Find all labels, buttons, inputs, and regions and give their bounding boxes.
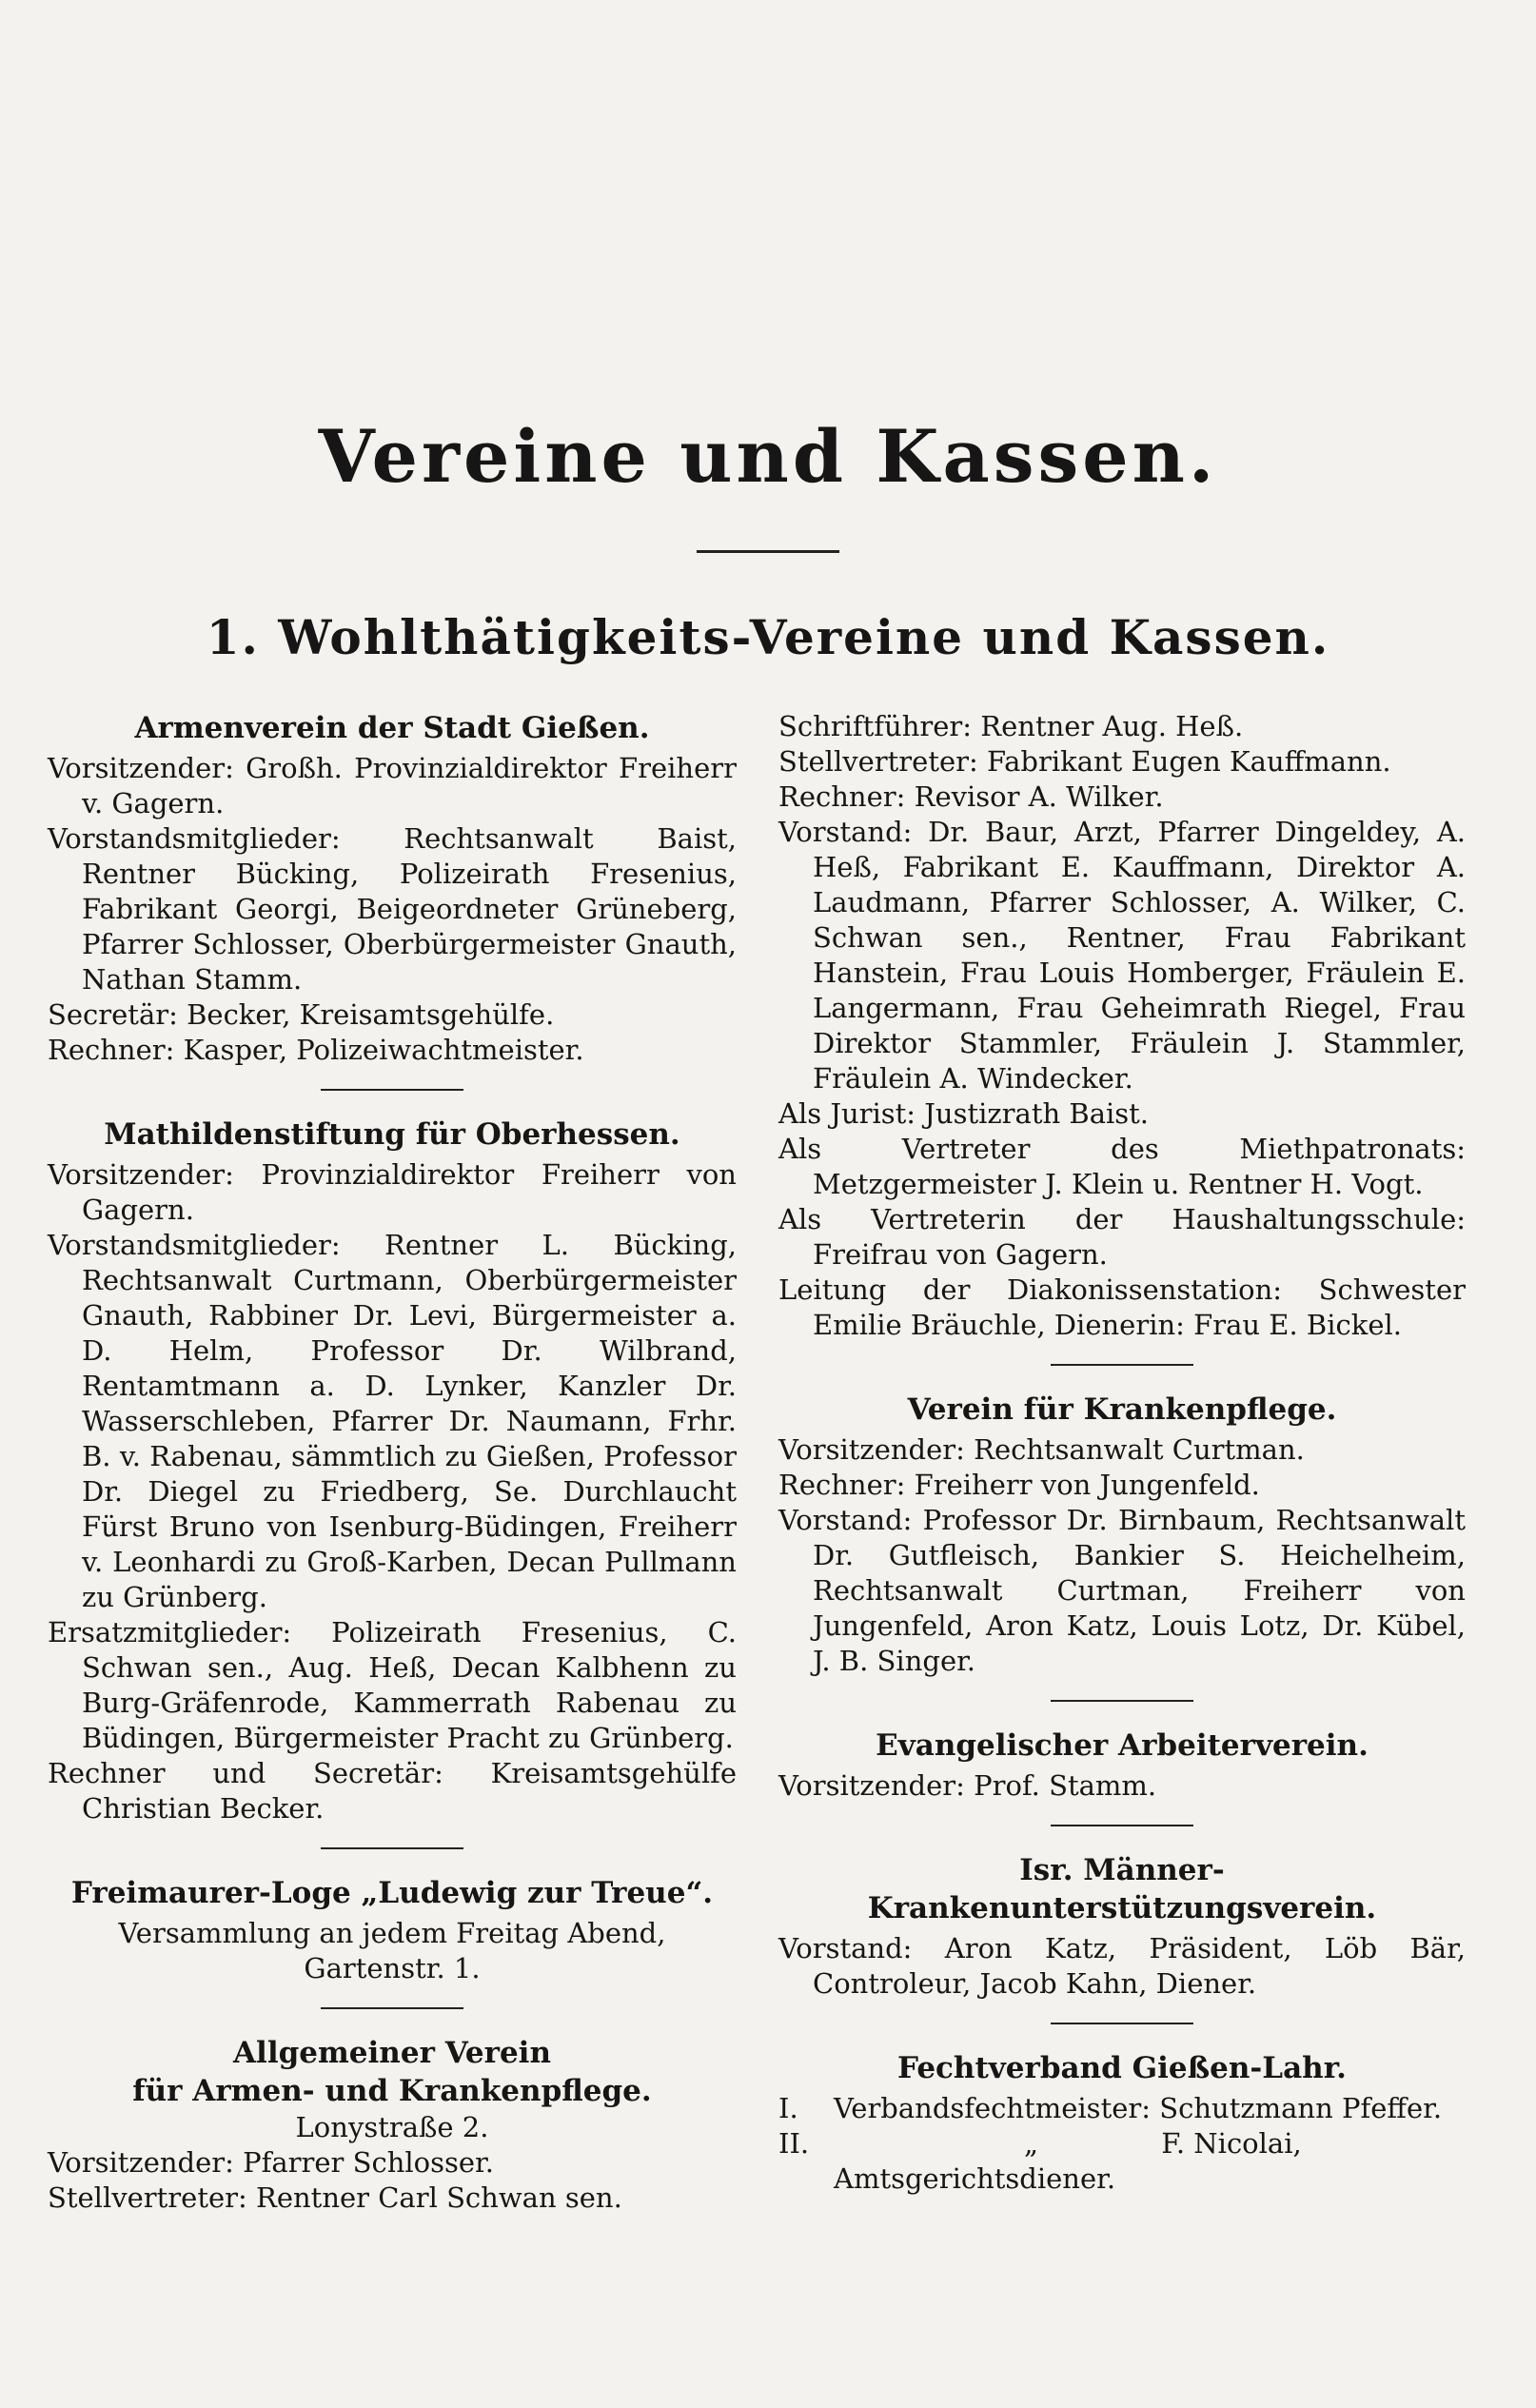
entry: Ersatzmitglieder: Polizeirath Fresenius, C. Schwan sen., Aug. Heß, Decan Kalbhenn zu Burg-Gräfenrode, Kammerrath Rabenau zu Büdingen, Bürgermeister Pracht zu Grünberg. — [48, 1616, 737, 1754]
entry: Als Jurist: Justizrath Baist. — [778, 1097, 1150, 1130]
section-title: Verein für Krankenpflege. — [907, 1392, 1337, 1427]
entry: Vorstandsmitglieder: Rechtsanwalt Baist, Rentner Bücking, Polizeirath Fresenius, Fabrikant Georgi, Beigeordneter Grüneberg, Pfarrer Schlosser, Oberbürgermeister Gnauth, Nathan Stamm. — [48, 822, 737, 996]
entry: Vorsitzender: Rechtsanwalt Curtman. — [778, 1433, 1305, 1466]
section-allgemeiner-verein-cont — [778, 709, 1466, 1343]
entry: Vorstandsmitglieder: Rentner L. Bücking, Rechtsanwalt Curtmann, Oberbürgermeister Gnauth, Rabbiner Dr. Levi, Bürgermeister a. D. Helm, Professor Dr. Wilbrand, Rentamtmann a. D. Lynker, Kanzler Dr. Wasserschleben, Pfarrer Dr. Naumann, Frhr. B. v. Rabenau, sämmtlich zu Gießen, Professor Dr. Diegel zu Friedberg, Se. Durchlaucht Fürst Bruno von Isenburg-Büdingen, Freiherr v. Leonhardi zu Groß-Karben, Decan Pullmann zu Grünberg. — [48, 1229, 737, 1613]
section-divider — [1051, 1825, 1193, 1826]
section-divider — [1051, 1700, 1193, 1702]
section-title: Allgemeiner Verein — [233, 2036, 551, 2070]
list-number: I. — [778, 2092, 798, 2124]
entry: Vorsitzender: Prof. Stamm. — [778, 1769, 1157, 1802]
section-title: für Armen- und Krankenpflege. — [132, 2074, 652, 2108]
entry: Rechner und Secretär: Kreisamtsgehülfe Christian Becker. — [48, 1757, 737, 1825]
fecht-list — [778, 2091, 1466, 2197]
entry: Vorsitzender: Großh. Provinzialdirektor Freiherr v. Gagern. — [48, 752, 737, 819]
entry: Rechner: Revisor A. Wilker. — [778, 780, 1164, 813]
section-armenverein — [48, 709, 737, 1068]
section-krankenpflege — [778, 1391, 1466, 1679]
entry: Rechner: Freiherr von Jungenfeld. — [778, 1469, 1260, 1501]
entry: Vorsitzender: Provinzialdirektor Freiherr von Gagern. — [48, 1158, 737, 1226]
page-title: Vereine und Kassen. — [318, 414, 1218, 499]
entry: Vorstand: Dr. Baur, Arzt, Pfarrer Dingeldey, A. Heß, Fabrikant E. Kauffmann, Direktor A. Laudmann, Pfarrer Schlosser, A. Wilker, C. Schwan sen., Rentner, Frau Fabrikant Hanstein, Frau Louis Homberger, Fräulein E. Langermann, Frau Geheimrath Riegel, Frau Direktor Stammler, Fräulein J. Stammler, Fräulein A. Windecker. — [778, 816, 1466, 1095]
section-title: Mathildenstiftung für Oberhessen. — [104, 1117, 680, 1152]
right-column — [778, 709, 1466, 2197]
section-fechtverband — [778, 2049, 1466, 2197]
section-freimaurer-loge — [48, 1874, 737, 1986]
page-subtitle: 1. Wohlthätigkeits-Vereine und Kassen. — [206, 609, 1330, 665]
section-arbeiterverein — [778, 1727, 1466, 1804]
section-divider — [321, 1089, 463, 1091]
title-rule — [697, 550, 839, 553]
entry: Schriftführer: Rentner Aug. Heß. — [778, 710, 1244, 742]
list-item — [834, 2126, 1466, 2197]
section-divider — [321, 2007, 463, 2009]
left-column — [48, 709, 737, 2216]
section-title: Fechtverband Gießen-Lahr. — [897, 2051, 1347, 2085]
entry: Secretär: Becker, Kreisamtsgehülfe. — [48, 998, 555, 1031]
entry: Vorsitzender: Pfarrer Schlosser. — [48, 2146, 494, 2179]
list-item: Verbandsfechtmeister: Schutzmann Pfeffer. — [834, 2092, 1443, 2124]
ditto-mark: „ — [1024, 2127, 1039, 2160]
list-item-text: F. Nicolai, Amtsgerichtsdiener. — [834, 2127, 1302, 2195]
entry: Stellvertreter: Rentner Carl Schwan sen. — [48, 2181, 622, 2214]
entry: Als Vertreter des Miethpatronats: Metzgermeister J. Klein u. Rentner H. Vogt. — [778, 1133, 1466, 1200]
section-allgemeiner-verein — [48, 2034, 737, 2216]
entry: Vorstand: Professor Dr. Birnbaum, Rechtsanwalt Dr. Gutfleisch, Bankier S. Heichelheim, Rechtsanwalt Curtman, Freiherr von Jungenfeld, Aron Katz, Louis Lotz, Dr. Kübel, J. B. Singer. — [778, 1504, 1466, 1677]
section-title: Isr. Männer-Krankenunterstützungsverein. — [867, 1853, 1377, 1925]
section-divider — [321, 1847, 463, 1849]
meeting-info: Versammlung an jedem Freitag Abend, — [118, 1917, 666, 1949]
entry: Als Vertreterin der Haushaltungsschule: Freifrau von Gagern. — [778, 1203, 1466, 1271]
entry: Vorstand: Aron Katz, Präsident, Löb Bär, Controleur, Jacob Kahn, Diener. — [778, 1932, 1466, 2000]
entry: Stellvertreter: Fabrikant Eugen Kauffmann. — [778, 745, 1391, 778]
section-title: Evangelischer Arbeiterverein. — [876, 1728, 1369, 1763]
section-mathildenstiftung — [48, 1115, 737, 1826]
section-maenner-kranken — [778, 1851, 1466, 2002]
section-title: Armenverein der Stadt Gießen. — [134, 711, 650, 745]
section-title: Freimaurer-Loge „Ludewig zur Treue“. — [70, 1876, 714, 1910]
list-number: II. — [778, 2127, 810, 2160]
address: Gartenstr. 1. — [304, 1952, 481, 1984]
entry: Rechner: Kasper, Polizeiwachtmeister. — [48, 1034, 584, 1066]
section-divider — [1051, 1364, 1193, 1366]
entry: Leitung der Diakonissenstation: Schwester Emilie Bräuchle, Dienerin: Frau E. Bickel. — [778, 1273, 1466, 1341]
address: Lonystraße 2. — [295, 2111, 489, 2143]
section-divider — [1051, 2023, 1193, 2024]
